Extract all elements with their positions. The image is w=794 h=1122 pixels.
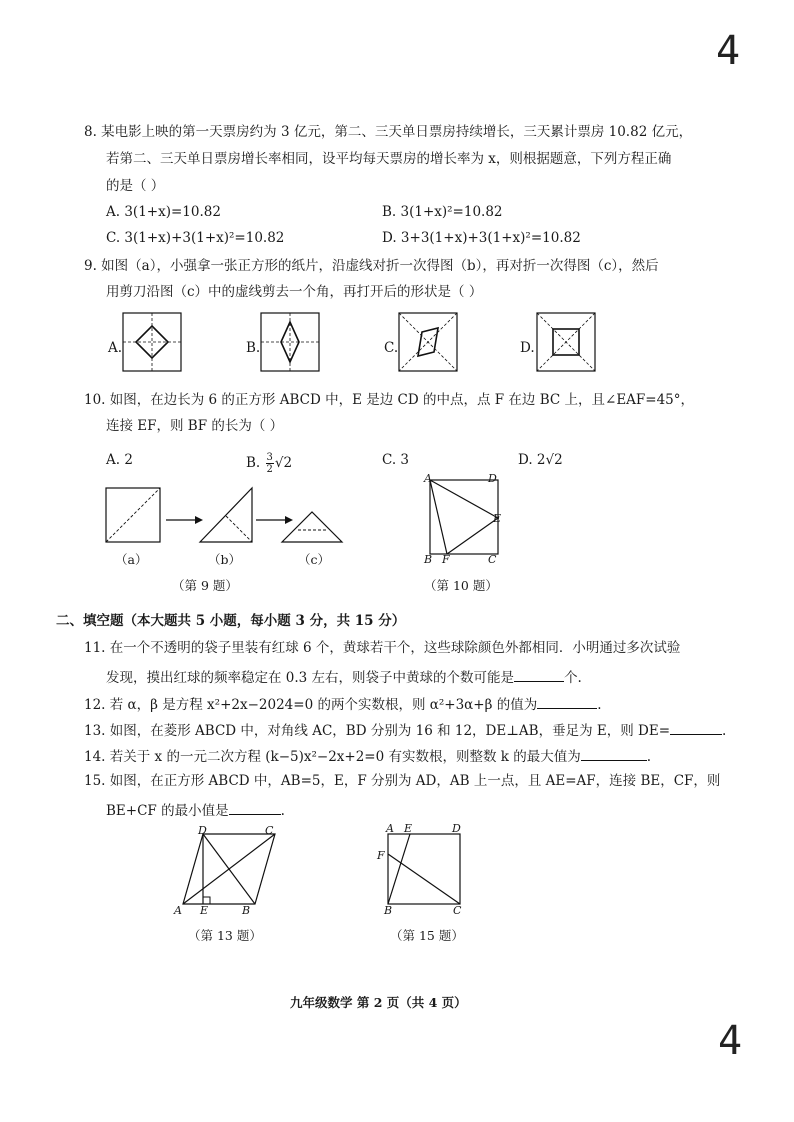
- q12-text: 12. 若 α，β 是方程 x²+2x−2024=0 的两个实数根，则 α²+3α+β 的值为: [84, 697, 538, 713]
- q9-option-c-figure: [398, 312, 460, 374]
- q10-option-b-numerator: 3: [266, 452, 273, 463]
- figure-13-rhombus: [175, 826, 285, 920]
- q13-answer-blank[interactable]: [670, 720, 722, 735]
- figure-13-point-c: C: [265, 824, 274, 837]
- figure-10-point-f: F: [442, 553, 450, 566]
- q9-option-d-figure: [536, 312, 598, 374]
- figure-13-point-b: B: [242, 904, 251, 917]
- handwritten-page-number-bottom: 4: [718, 1018, 743, 1064]
- page-footer: 九年级数学 第 2 页（共 4 页）: [290, 995, 467, 1010]
- q14-text: 14. 若关于 x 的一元二次方程 (k−5)x²−2x+2=0 有实数根，则整数 k 的最大值为: [84, 749, 581, 765]
- figure-15-point-c: C: [453, 904, 462, 917]
- q10-option-b: [246, 452, 292, 475]
- q8-option-a: A. 3(1+x)=10.82: [106, 204, 221, 220]
- figure-15-caption: （第 15 题）: [390, 928, 464, 943]
- figure-15-point-b: B: [384, 904, 393, 917]
- q8-line2: 若第二、三天单日票房增长率相同，设平均每天票房的增长率为 x，则根据题意，下列方程正确: [106, 151, 672, 167]
- q10-option-c: C. 3: [382, 452, 410, 468]
- figure-13-caption: （第 13 题）: [188, 928, 262, 943]
- figure-10-point-a: A: [424, 472, 432, 485]
- q12-line: [84, 694, 602, 714]
- q15-line2-text: BE+CF 的最小值是: [106, 803, 229, 819]
- q12-answer-blank[interactable]: [537, 694, 597, 709]
- q13-line: [84, 720, 726, 740]
- figure-10-point-d: D: [488, 472, 497, 485]
- q9-line1: 9. 如图（a），小强拿一张正方形的纸片，沿虚线对折一次得图（b），再对折一次得图（c），然后: [84, 258, 659, 274]
- figure-13-point-e: E: [200, 904, 209, 917]
- figure-15-point-f: F: [377, 849, 385, 862]
- figure-15-point-e: E: [404, 822, 413, 835]
- q10-line1: 10. 如图，在边长为 6 的正方形 ABCD 中，E 是边 CD 的中点，点 F 在边 BC 上，且∠EAF=45°，: [84, 392, 695, 408]
- q9-option-b-figure: [260, 312, 322, 374]
- q15-line1: 15. 如图，在正方形 ABCD 中，AB=5，E，F 分别为 AD，AB 上一点，且 AE=AF，连接 BE，CF，则: [84, 773, 721, 789]
- section-2-title: 二、填空题（本大题共 5 小题，每小题 3 分，共 15 分）: [56, 613, 406, 629]
- q9-line2: 用剪刀沿图（c）中的虚线剪去一个角，再打开后的形状是（ ）: [106, 284, 483, 300]
- figure-15-point-a: A: [386, 822, 394, 835]
- q9-option-c-label: C.: [384, 340, 399, 356]
- q14-answer-blank[interactable]: [581, 746, 647, 761]
- q9-option-b-label: B.: [246, 340, 261, 356]
- figure-9-label-b: （b）: [208, 552, 242, 567]
- q12-end: .: [597, 697, 602, 713]
- q14-line: [84, 746, 651, 766]
- q9-option-a-figure: [122, 312, 184, 374]
- figure-9-label-a: （a）: [115, 552, 148, 567]
- handwritten-page-number-top: 4: [716, 28, 741, 74]
- q15-line2-end: .: [280, 803, 285, 819]
- q11-line2: [106, 667, 582, 687]
- q10-option-a: A. 2: [106, 452, 133, 468]
- q10-line2: 连接 EF，则 BF 的长为（ ）: [106, 418, 284, 434]
- figure-10-point-e: E: [493, 512, 502, 525]
- q10-option-b-denominator: 2: [266, 464, 273, 475]
- q11-line1: 11. 在一个不透明的袋子里装有红球 6 个，黄球若干个，这些球除颜色外都相同．小明通过多次试验: [84, 640, 681, 656]
- q10-option-b-prefix: B.: [246, 455, 261, 471]
- q13-text: 13. 如图，在菱形 ABCD 中，对角线 AC，BD 分别为 16 和 12，DE⊥AB，垂足为 E，则 DE=: [84, 723, 671, 739]
- figure-10-point-b: B: [424, 553, 433, 566]
- figure-9-label-c: （c）: [298, 552, 331, 567]
- q10-option-b-fraction: [266, 452, 274, 475]
- q13-end: .: [722, 723, 727, 739]
- q14-end: .: [646, 749, 652, 765]
- q9-option-a-label: A.: [108, 340, 123, 356]
- q8-option-d: D. 3+3(1+x)+3(1+x)²=10.82: [382, 230, 581, 246]
- q15-line2: [106, 800, 285, 820]
- q9-option-d-label: D.: [520, 340, 535, 356]
- figure-9-caption: （第 9 题）: [172, 578, 238, 593]
- q10-option-b-root: √2: [274, 455, 293, 471]
- figure-13-point-d: D: [198, 824, 207, 837]
- figure-10-point-c: C: [488, 553, 497, 566]
- q11-line2-end: 个.: [564, 670, 582, 686]
- q11-answer-blank[interactable]: [514, 667, 564, 682]
- q15-answer-blank[interactable]: [229, 800, 281, 815]
- figure-15-point-d: D: [452, 822, 461, 835]
- q10-option-d: D. 2√2: [518, 452, 563, 468]
- figure-10-caption: （第 10 题）: [424, 578, 498, 593]
- q8-line3: 的是（ ）: [106, 178, 165, 194]
- q8-option-c: C. 3(1+x)+3(1+x)²=10.82: [106, 230, 285, 246]
- q8-line1: 8. 某电影上映的第一天票房约为 3 亿元，第二、三天单日票房持续增长，三天累计票房 10.82 亿元，: [84, 124, 693, 140]
- q8-option-b: B. 3(1+x)²=10.82: [382, 204, 503, 220]
- q11-line2-text: 发现，摸出红球的频率稳定在 0.3 左右，则袋子中黄球的个数可能是: [106, 670, 515, 686]
- figure-13-point-a: A: [174, 904, 182, 917]
